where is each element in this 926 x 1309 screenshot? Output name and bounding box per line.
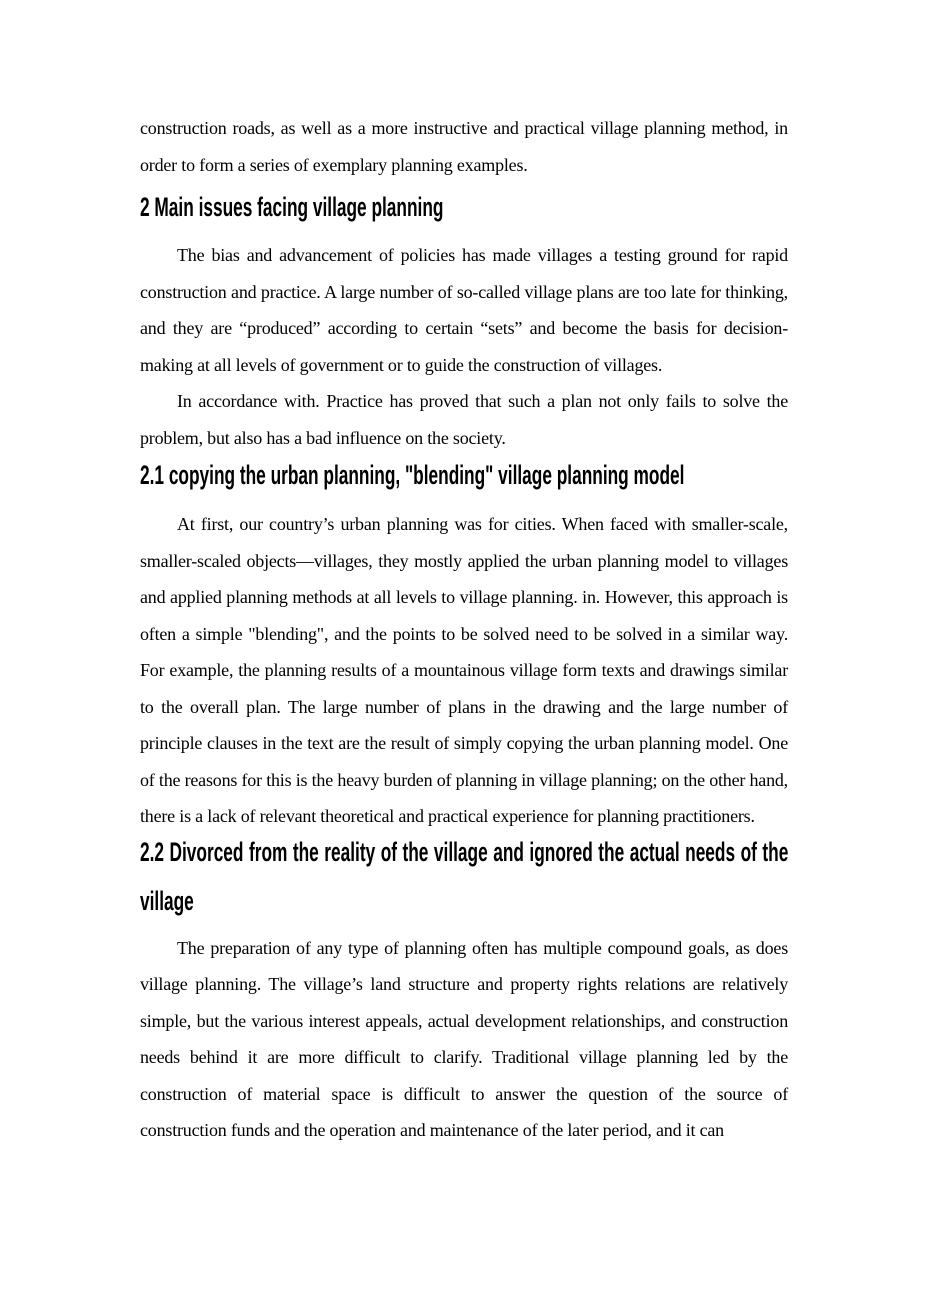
section-heading-2-1: 2.1 copying the urban planning, "blending" village planning model: [140, 460, 685, 490]
body-paragraph: In accordance with. Practice has proved that such a plan not only fails to solve the problem, but also has a bad influence on the society.: [140, 391, 788, 448]
body-paragraph: The bias and advancement of policies has made villages a testing ground for rapid construction and practice. A large number of so-called village plans are too late for thinking, and they are “produced” according to certain “sets” and become the basis for decision-making at all levels of government or to guide the construction of villages.: [140, 245, 788, 375]
body-paragraph-continuation: construction roads, as well as a more instructive and practical village planning method, in order to form a series of exemplary planning examples.: [140, 118, 788, 175]
body-paragraph: The preparation of any type of planning often has multiple compound goals, as does village planning. The village’s land structure and property rights relations are relatively simple, but the various interest appeals, actual development relationships, and construction needs behind it are more difficult to clarify. Traditional village planning led by the construction of material space is difficult to answer the question of the source of construction funds and the operation and maintenance of the later period, and it can: [140, 937, 788, 1140]
section-heading-2-2: 2.2 Divorced from the reality of the village and ignored the actual needs of the village: [140, 836, 789, 916]
body-paragraph: At first, our country’s urban planning was for cities. When faced with smaller-scale, smaller-scaled objects—villages, they mostly applied the urban planning model to villages and applied planning methods at all levels to village planning. in. However, this approach is often a simple "blending", and the points to be solved need to be solved in a similar way. For example, the planning results of a mountainous village form texts and drawings similar to the overall plan. The large number of plans in the drawing and the large number of principle clauses in the text are the result of simply copying the urban planning model. One of the reasons for this is the heavy burden of planning in village planning; on the other hand, there is a lack of relevant theoretical and practical experience for planning practitioners.: [140, 514, 788, 826]
section-heading-2: 2 Main issues facing village planning: [140, 192, 444, 222]
